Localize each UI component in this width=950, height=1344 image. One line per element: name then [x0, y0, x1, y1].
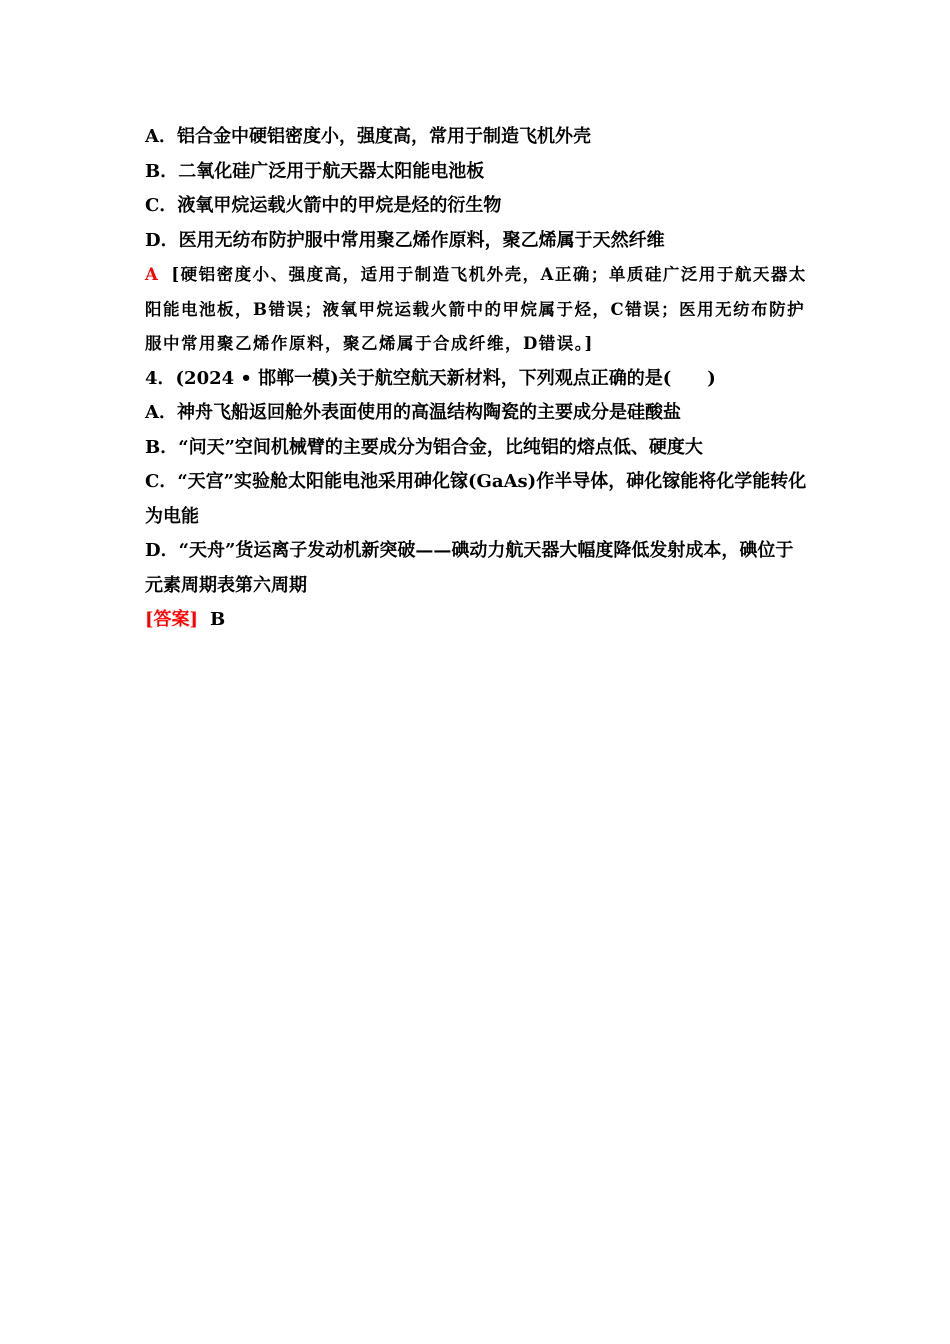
q3-option-d: D．医用无纺布防护服中常用聚乙烯作原料，聚乙烯属于天然纤维: [145, 229, 665, 251]
q4-answer-letter: B: [210, 609, 226, 630]
q4-option-a: A．神舟飞船返回舱外表面使用的高温结构陶瓷的主要成分是硅酸盐: [145, 402, 681, 423]
q3-explanation-text: [硬铝密度小、强度高，适用于制造飞机外壳，A正确；单质硅广泛用于航天器太阳能电池板，B错误；液氧甲烷运载火箭中的甲烷属于烃，C错误；医用无纺布防护服中常用聚乙烯作原料，聚乙烯属于合成纤维，D错误。]: [145, 265, 807, 353]
q3-option-a: A．铝合金中硬铝密度小，强度高，常用于制造飞机外壳: [145, 126, 591, 147]
q3-answer-letter: A: [145, 265, 160, 284]
q4-answer: [145, 603, 810, 638]
q3-option-c: C．液氧甲烷运载火箭中的甲烷是烃的衍生物: [145, 195, 502, 216]
q4-option-b: B．“问天”空间机械臂的主要成分为铝合金，比纯铝的熔点低、硬度大: [145, 436, 703, 458]
q4-option-c: C．“天宫”实验舱太阳能电池采用砷化镓(GaAs)作半导体，砷化镓能将化学能转化为电能: [145, 471, 807, 527]
answer-tag: [答案]: [145, 609, 199, 630]
q4-stem: 4．(2024 • 邯郸一模)关于航空航天新材料，下列观点正确的是( ): [145, 367, 716, 389]
q3-answer-explanation: [145, 258, 810, 362]
document-page: [145, 120, 810, 638]
q3-option-b: B．二氧化硅广泛用于航天器太阳能电池板: [145, 160, 485, 182]
q4-option-d: D．“天舟”货运离子发动机新突破——碘动力航天器大幅度降低发射成本，碘位于元素周期表第六周期: [145, 540, 794, 596]
